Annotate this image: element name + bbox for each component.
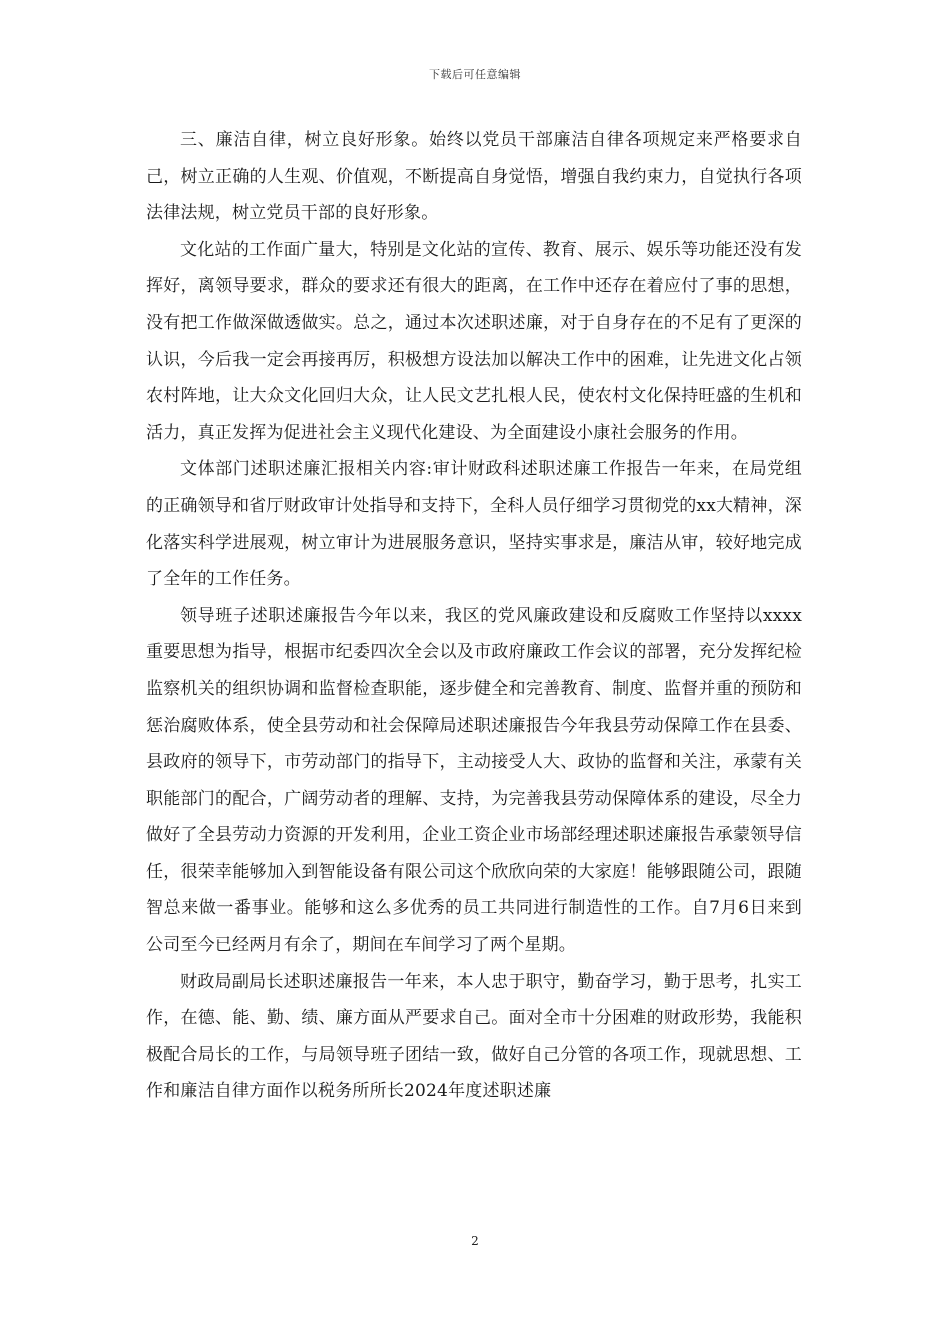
page-header: 下载后可任意编辑 <box>429 68 521 81</box>
document-body <box>146 122 802 1110</box>
page-number: 2 <box>471 1234 479 1248</box>
paragraph-self-discipline: 三、廉洁自律，树立良好形象。始终以党员干部廉洁自律各项规定来严格要求自己，树立正确的人生观、价值观，不断提高自身觉悟，增强自我约束力，自觉执行各项法律法规，树立党员干部的良好形象。 <box>146 130 802 224</box>
paragraph-audit-report: 文体部门述职述廉汇报相关内容:审计财政科述职述廉工作报告一年来，在局党组的正确领导和省厅财政审计处指导和支持下，全科人员仔细学习贯彻党的xx大精神，深化落实科学进展观，树立审计为进展服务意识，坚持实事求是，廉洁从审，较好地完成了全年的工作任务。 <box>146 459 802 590</box>
paragraph-culture-station: 文化站的工作面广量大，特别是文化站的宣传、教育、展示、娱乐等功能还没有发挥好，离领导要求，群众的要求还有很大的距离，在工作中还存在着应付了事的思想，没有把工作做深做透做实。总之，通过本次述职述廉，对于自身存在的不足有了更深的认识，今后我一定会再接再厉，积极想方设法加以解决工作中的困难，让先进文化占领农村阵地，让大众文化回归大众，让人民文艺扎根人民，使农村文化保持旺盛的生机和活力，真正发挥为促进社会主义现代化建设、为全面建设小康社会服务的作用。 <box>146 239 802 443</box>
paragraph-leadership-report: 领导班子述职述廉报告今年以来，我区的党风廉政建设和反腐败工作坚持以xxxx重要思想为指导，根据市纪委四次全会以及市政府廉政工作会议的部署，充分发挥纪检监察机关的组织协调和监督检查职能，逐步健全和完善教育、制度、监督并重的预防和惩治腐败体系，使全县劳动和社会保障局述职述廉报告今年我县劳动保障工作在县委、县政府的领导下，市劳动部门的指导下，主动接受人大、政协的监督和关注，承蒙有关职能部门的配合，广阔劳动者的理解、支持，为完善我县劳动保障体系的建设，尽全力做好了全县劳动力资源的开发利用，企业工资企业市场部经理述职述廉报告承蒙领导信任，很荣幸能够加入到智能设备有限公司这个欣欣向荣的大家庭！能够跟随公司，跟随智总来做一番事业。能够和这么多优秀的员工共同进行制造性的工作。自7月6日来到公司至今已经两月有余了，期间在车间学习了两个星期。 <box>146 605 802 956</box>
paragraph-finance-deputy-report: 财政局副局长述职述廉报告一年来，本人忠于职守，勤奋学习，勤于思考，扎实工作，在德、能、勤、绩、廉方面从严要求自己。面对全市十分困难的财政形势，我能积极配合局长的工作，与局领导班子团结一致，做好自己分管的各项工作，现就思想、工作和廉洁自律方面作以税务所所长2024年度述职述廉 <box>146 971 802 1102</box>
